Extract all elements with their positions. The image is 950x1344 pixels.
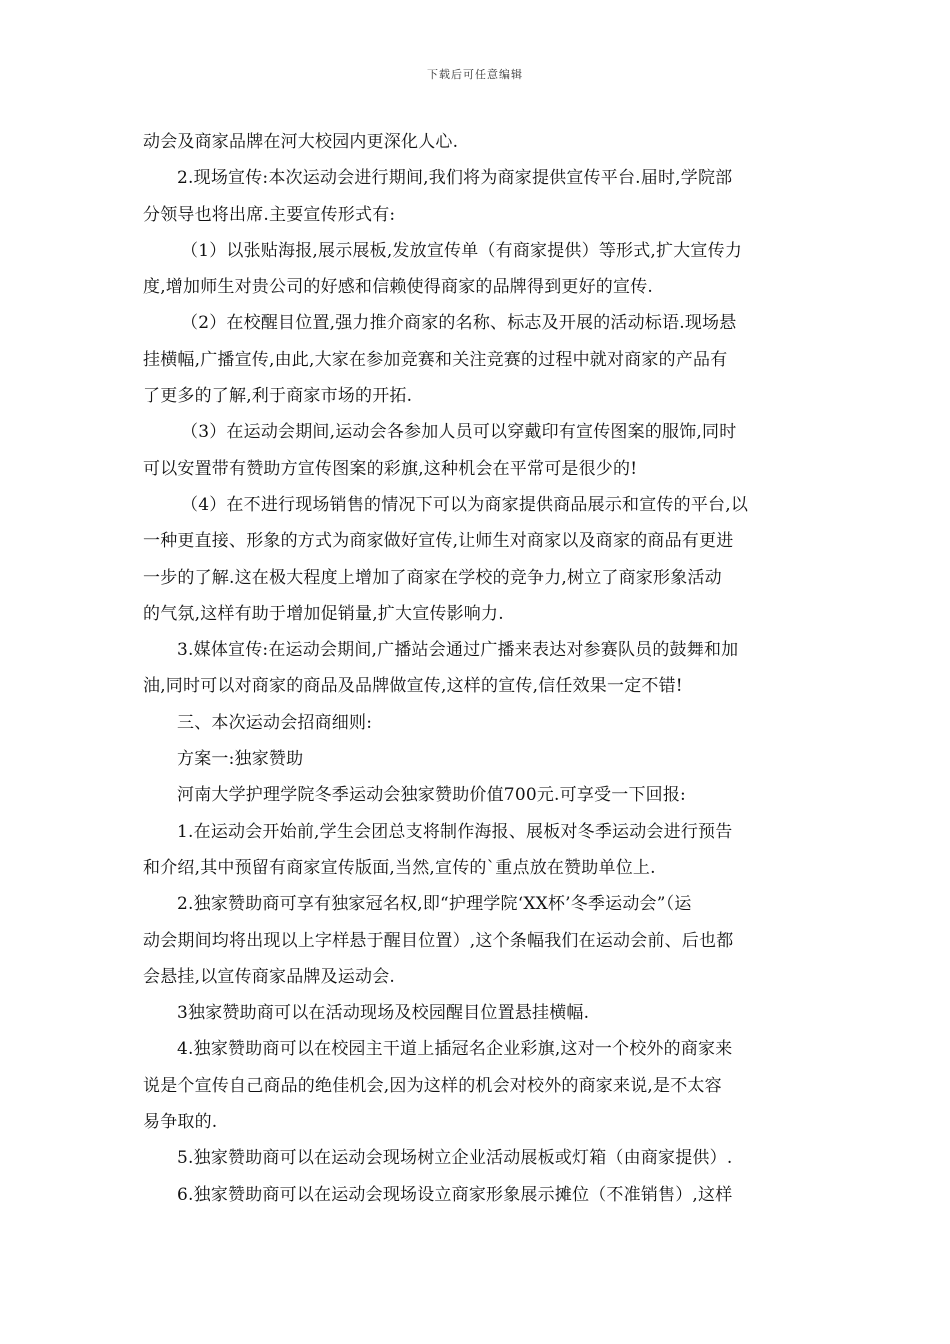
text-line: 3.媒体宣传:在运动会期间,广播站会通过广播来表达对参赛队员的鼓舞和加 <box>177 640 739 661</box>
text-line: 2.现场宣传:本次运动会进行期间,我们将为商家提供宣传平台.届时,学院部 <box>177 168 733 189</box>
text-line: 度,增加师生对贵公司的好感和信赖使得商家的品牌得到更好的宣传. <box>143 277 654 298</box>
text-line: 了更多的了解,利于商家市场的开拓. <box>143 386 413 407</box>
text-line: 2.独家赞助商可享有独家冠名权,即“护理学院‘XX杯’冬季运动会”（运 <box>177 894 692 915</box>
text-line: 会悬挂,以宣传商家品牌及运动会. <box>143 966 396 987</box>
text-line: 油,同时可以对商家的商品及品牌做宣传,这样的宣传,信任效果一定不错! <box>143 676 683 697</box>
text-line: 6.独家赞助商可以在运动会现场设立商家形象展示摊位（不准销售）,这样 <box>177 1184 733 1205</box>
text-line: （3）在运动会期间,运动会各参加人员可以穿戴印有宣传图案的服饰,同时 <box>181 422 737 443</box>
text-line: 挂横幅,广播宣传,由此,大家在参加竞赛和关注竞赛的过程中就对商家的产品有 <box>143 349 728 370</box>
text-line: 一种更直接、形象的方式为商家做好宣传,让师生对商家以及商家的商品有更进 <box>143 531 734 552</box>
text-line: 动会期间均将出现以上字样悬于醒目位置）,这个条幅我们在运动会前、后也都 <box>143 930 734 951</box>
text-line: 3独家赞助商可以在活动现场及校园醒目位置悬挂横幅. <box>177 1003 590 1024</box>
text-line: 分领导也将出席.主要宣传形式有: <box>143 204 396 225</box>
document-body <box>143 124 808 1213</box>
page-header: 下载后可任意编辑 <box>427 68 523 81</box>
text-line: （1）以张贴海报,展示展板,发放宣传单（有商家提供）等形式,扩大宣传力 <box>181 240 743 261</box>
text-line: 易争取的. <box>143 1112 218 1133</box>
text-line: 可以安置带有赞助方宣传图案的彩旗,这种机会在平常可是很少的! <box>143 458 638 479</box>
text-line: 1.在运动会开始前,学生会团总支将制作海报、展板对冬季运动会进行预告 <box>177 821 733 842</box>
text-line: 三、本次运动会招商细则: <box>177 712 373 733</box>
text-line: 方案一:独家赞助 <box>177 749 304 770</box>
text-line: 的气氛,这样有助于增加促销量,扩大宣传影响力. <box>143 603 504 624</box>
text-line: （4）在不进行现场销售的情况下可以为商家提供商品展示和宣传的平台,以 <box>181 494 749 515</box>
text-line: （2）在校醒目位置,强力推介商家的名称、标志及开展的活动标语.现场悬 <box>181 313 737 334</box>
text-line: 说是个宣传自己商品的绝佳机会,因为这样的机会对校外的商家来说,是不太容 <box>143 1075 722 1096</box>
text-line: 和介绍,其中预留有商家宣传版面,当然,宣传的`重点放在赞助单位上. <box>143 857 656 878</box>
text-line: 动会及商家品牌在河大校园内更深化人心. <box>143 132 459 152</box>
text-line: 4.独家赞助商可以在校园主干道上插冠名企业彩旗,这对一个校外的商家来 <box>177 1039 733 1060</box>
text-line: 一步的了解.这在极大程度上增加了商家在学校的竞争力,树立了商家形象活动 <box>143 567 722 588</box>
text-line: 5.独家赞助商可以在运动会现场树立企业活动展板或灯箱（由商家提供）. <box>177 1148 733 1169</box>
text-line: 河南大学护理学院冬季运动会独家赞助价值700元.可享受一下回报: <box>177 785 686 806</box>
